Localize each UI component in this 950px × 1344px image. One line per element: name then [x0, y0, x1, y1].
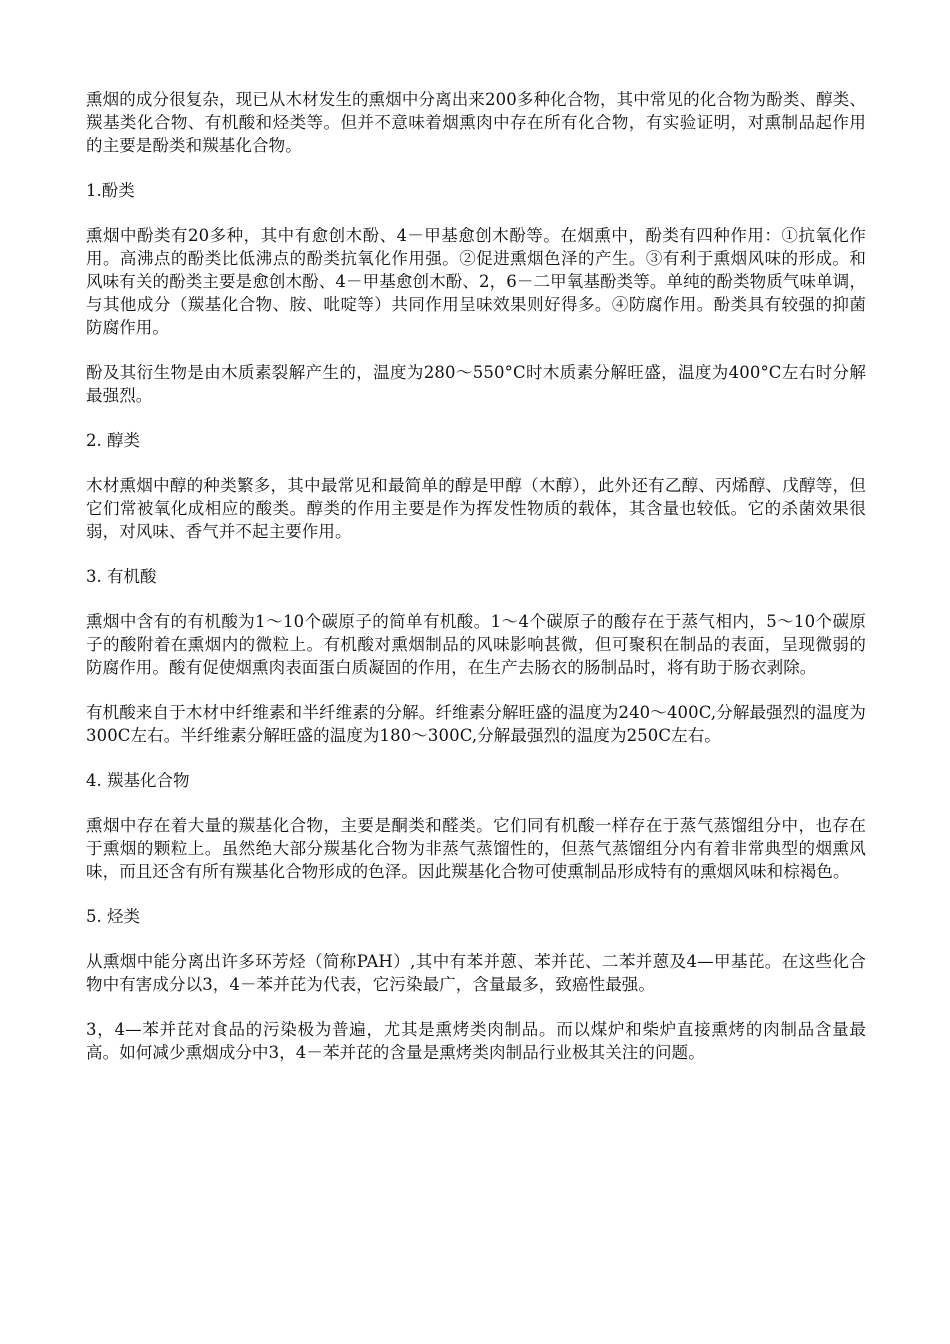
- document-page: [86, 88, 866, 1064]
- section-heading-carbonyls: 4. 羰基化合物: [86, 771, 190, 790]
- hydrocarbons-paragraph-2: 3，4—苯并芘对食品的污染极为普遍，尤其是熏烤类肉制品。而以煤炉和柴炉直接熏烤的肉制品含量最高。如何减少熏烟成分中3，4－苯并芘的含量是熏烤类肉制品行业极其关注的问题。: [86, 1020, 866, 1062]
- phenols-paragraph-2: 酚及其衍生物是由木质素裂解产生的，温度为280～550°C时木质素分解旺盛，温度为400°C左右时分解最强烈。: [86, 363, 866, 405]
- phenols-paragraph-1: 熏烟中酚类有20多种，其中有愈创木酚、4－甲基愈创木酚等。在烟熏中，酚类有四种作用：①抗氧化作用。高沸点的酚类比低沸点的酚类抗氧化作用强。②促进熏烟色泽的产生。③有利于熏烟风味的形成。和风味有关的酚类主要是愈创木酚、4－甲基愈创木酚、2，6－二甲氧基酚类等。单纯的酚类物质气味单调，与其他成分（羰基化合物、胺、吡啶等）共同作用呈味效果则好得多。④防腐作用。酚类具有较强的抑菌防腐作用。: [86, 226, 866, 337]
- organic-acids-paragraph-1: 熏烟中含有的有机酸为1～10个碳原子的简单有机酸。1～4个碳原子的酸存在于蒸气相内，5～10个碳原子的酸附着在熏烟内的微粒上。有机酸对熏烟制品的风味影响甚微，但可聚积在制品的表面，呈现微弱的防腐作用。酸有促使烟熏肉表面蛋白质凝固的作用，在生产去肠衣的肠制品时，将有助于肠衣剥除。: [86, 612, 866, 677]
- organic-acids-paragraph-2: 有机酸来自于木材中纤维素和半纤维素的分解。纤维素分解旺盛的温度为240～400C,分解最强烈的温度为300C左右。半纤维素分解旺盛的温度为180～300C,分解最强烈的温度为250C左右。: [86, 703, 866, 745]
- section-heading-organic-acids: 3. 有机酸: [86, 567, 157, 586]
- intro-paragraph: 熏烟的成分很复杂，现已从木材发生的熏烟中分离出来200多种化合物，其中常见的化合物为酚类、醇类、羰基类化合物、有机酸和烃类等。但并不意味着烟熏肉中存在所有化合物，有实验证明，对熏制品起作用的主要是酚类和羰基化合物。: [86, 90, 866, 155]
- carbonyls-paragraph: 熏烟中存在着大量的羰基化合物，主要是酮类和醛类。它们同有机酸一样存在于蒸气蒸馏组分中，也存在于熏烟的颗粒上。虽然绝大部分羰基化合物为非蒸气蒸馏性的，但蒸气蒸馏组分内有着非常典型的烟熏风味，而且还含有所有羰基化合物形成的色泽。因此羰基化合物可使熏制品形成特有的熏烟风味和棕褐色。: [86, 816, 866, 881]
- alcohols-paragraph: 木材熏烟中醇的种类繁多，其中最常见和最简单的醇是甲醇（木醇），此外还有乙醇、丙烯醇、戊醇等，但它们常被氧化成相应的酸类。醇类的作用主要是作为挥发性物质的载体，其含量也较低。它的杀菌效果很弱，对风味、香气并不起主要作用。: [86, 476, 866, 541]
- section-heading-alcohols: 2. 醇类: [86, 431, 140, 450]
- hydrocarbons-paragraph-1: 从熏烟中能分离出许多环芳烃（简称PAH）,其中有苯并蒽、苯并芘、二苯并蒽及4—甲基芘。在这些化合物中有害成分以3，4－苯并芘为代表，它污染最广，含量最多，致癌性最强。: [86, 952, 866, 994]
- section-heading-hydrocarbons: 5. 烃类: [86, 907, 140, 926]
- section-heading-phenols: 1.酚类: [86, 181, 135, 200]
